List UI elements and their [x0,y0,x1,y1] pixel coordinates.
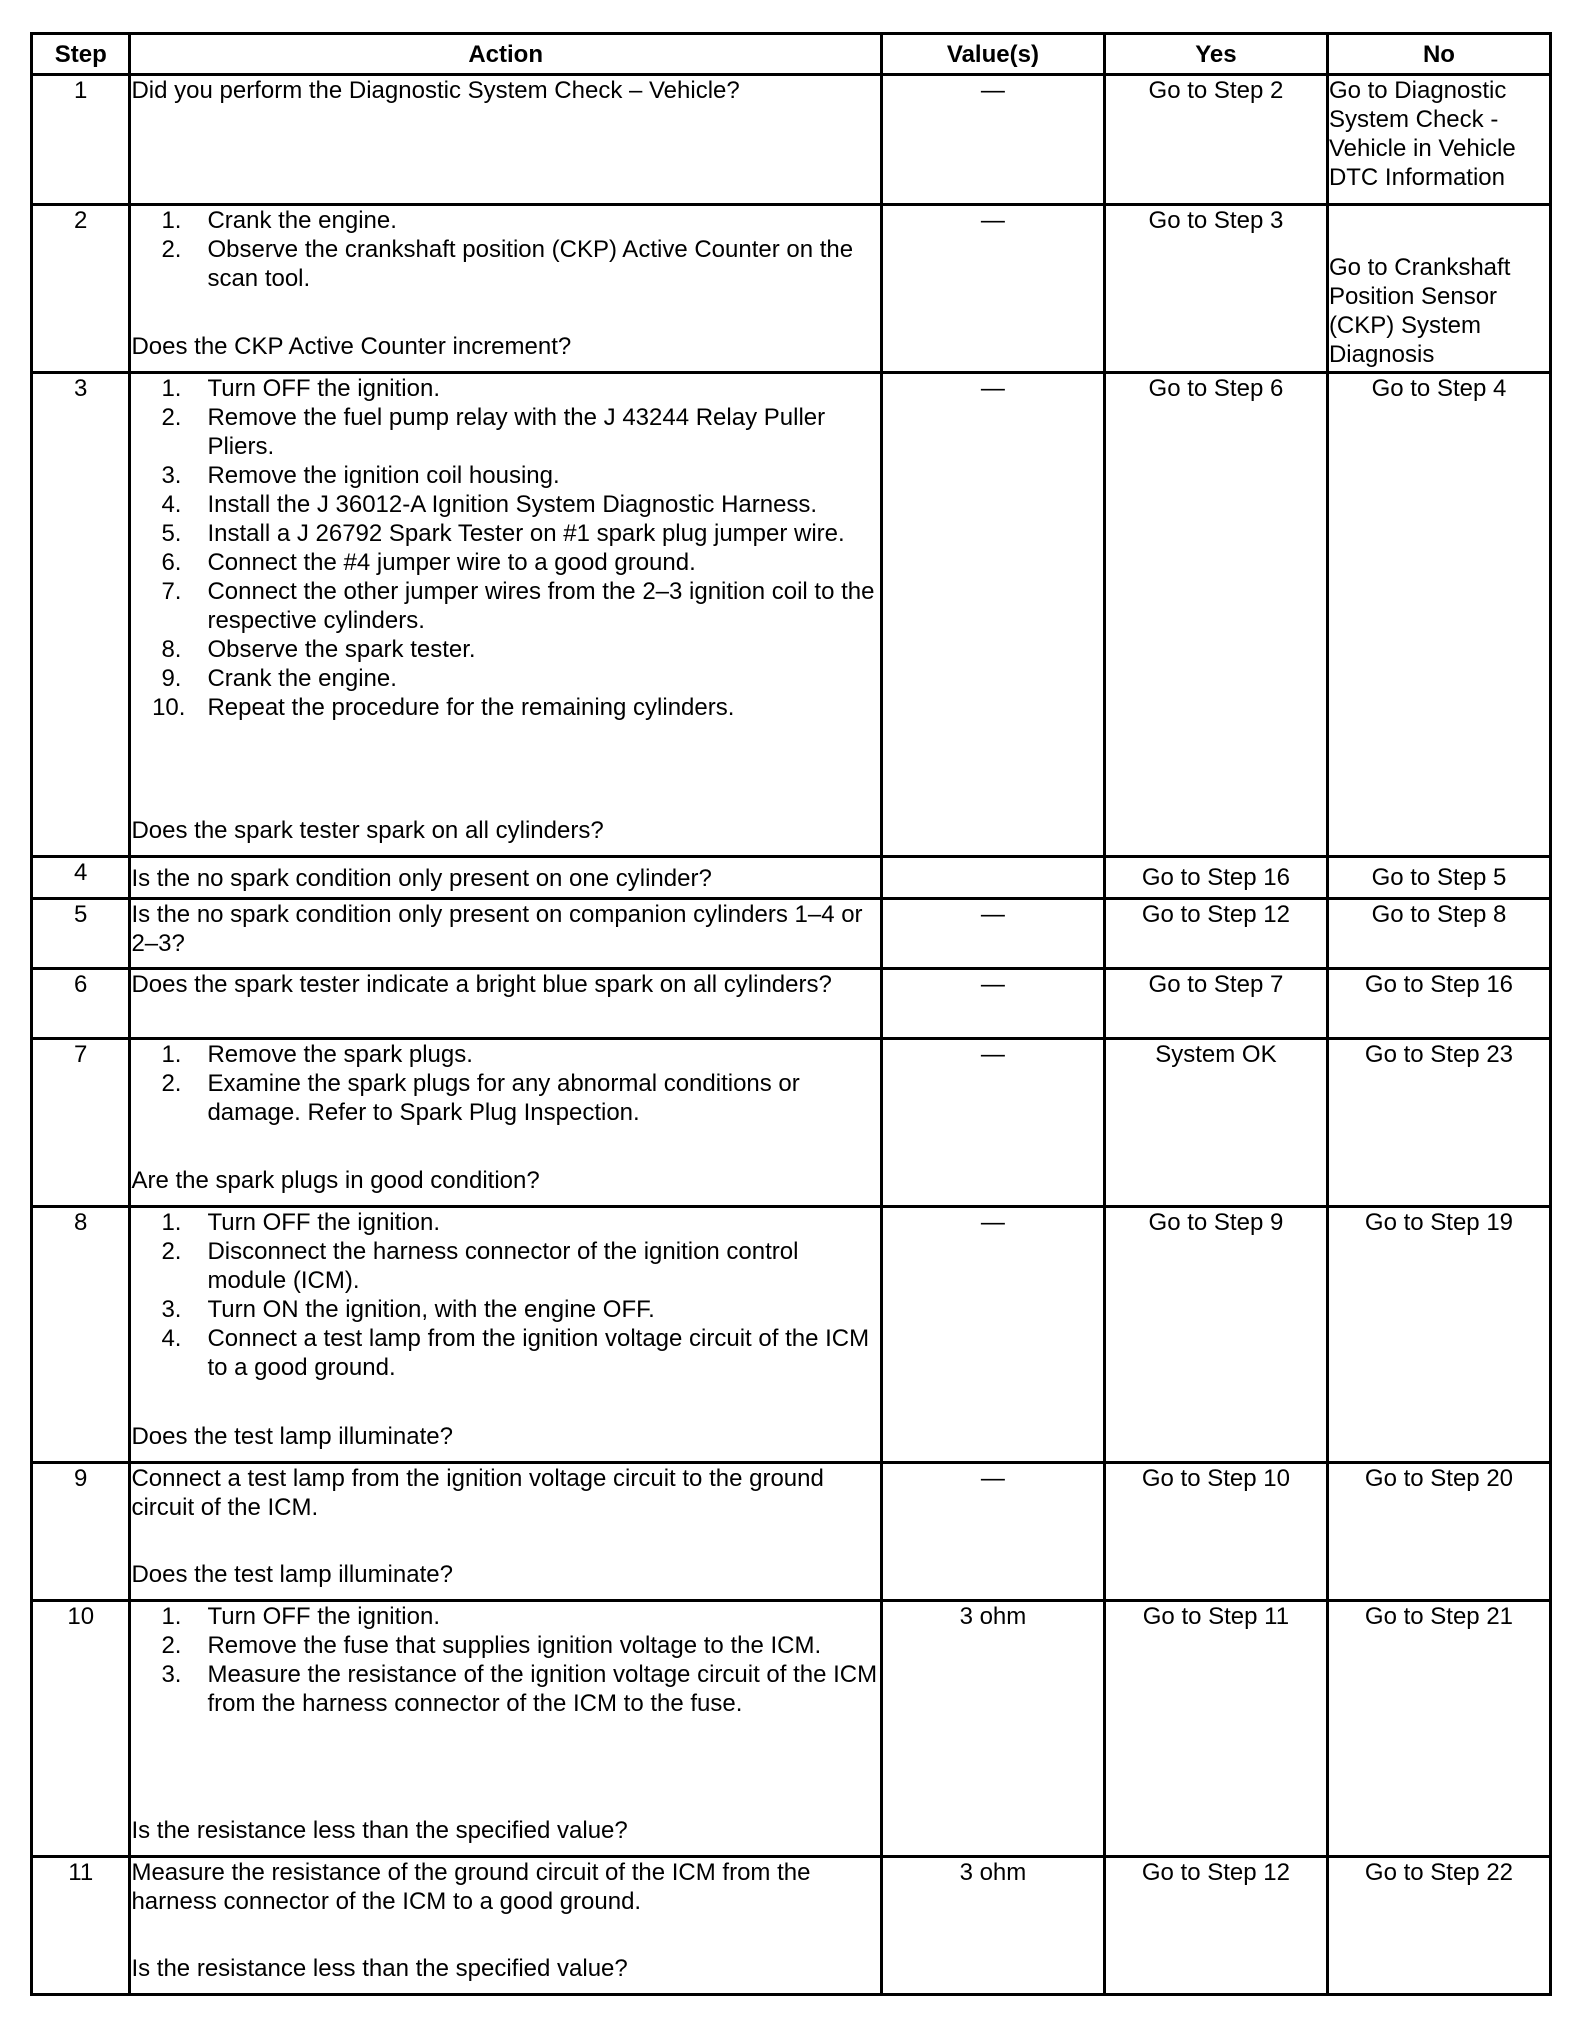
procedure-list [131,1208,879,1382]
value-cell: — [881,1463,1104,1601]
action-cell [130,969,881,1039]
yes-cell: System OK [1104,1039,1327,1207]
step-number: 4 [32,857,130,899]
action-cell [130,1207,881,1463]
action-text: Connect a test lamp from the ignition voltage circuit to the ground circuit of the ICM. [131,1465,824,1521]
list-item: 6. Connect the #4 jumper wire to a good ground. [161,549,696,576]
question-text: Does the spark tester spark on all cylinders? [131,817,604,844]
step-number: 2 [32,205,130,373]
list-item: 7. Connect the other jumper wires from the 2–3 ignition coil to the respective cylinders. [161,578,875,634]
step-number: 7 [32,1039,130,1207]
table-row [32,1601,1551,1857]
yes-cell: Go to Step 9 [1104,1207,1327,1463]
no-cell: Go to Step 23 [1327,1039,1550,1207]
table-row [32,75,1551,205]
step-number: 1 [32,75,130,205]
list-item: 2. Remove the fuse that supplies ignition voltage to the ICM. [161,1632,822,1659]
action-text: Measure the resistance of the ground circuit of the ICM from the harness connector of the ICM to a good ground. [131,1859,811,1915]
table-row [32,1857,1551,1995]
list-item: 1. Turn OFF the ignition. [161,1603,440,1630]
yes-cell: Go to Step 3 [1104,205,1327,373]
table-row [32,1207,1551,1463]
yes-cell: Go to Step 10 [1104,1463,1327,1601]
question-text: Does the test lamp illuminate? [131,1561,453,1588]
action-cell [130,1601,881,1857]
step-number: 8 [32,1207,130,1463]
action-cell [130,205,881,373]
value-cell: — [881,1207,1104,1463]
question-text: Does the CKP Active Counter increment? [131,333,572,360]
table-row [32,899,1551,969]
no-cell: Go to Step 21 [1327,1601,1550,1857]
yes-cell: Go to Step 7 [1104,969,1327,1039]
list-item: 1. Turn OFF the ignition. [161,1209,440,1236]
step-number: 9 [32,1463,130,1601]
no-cell: Go to Step 5 [1327,857,1550,899]
value-cell: 3 ohm [881,1857,1104,1995]
question-text: Is the resistance less than the specified value? [131,1817,628,1844]
yes-cell: Go to Step 2 [1104,75,1327,205]
action-cell [130,373,881,857]
header-row [32,34,1551,75]
no-cell: Go to Step 20 [1327,1463,1550,1601]
procedure-list [131,374,879,722]
action-cell [130,899,881,969]
no-cell: Go to Step 4 [1327,373,1550,857]
action-text: Does the spark tester indicate a bright blue spark on all cylinders? [131,971,832,998]
question-text: Is the resistance less than the specified value? [131,1955,628,1982]
no-cell: Go to Step 22 [1327,1857,1550,1995]
action-cell [130,857,881,899]
table-row [32,1039,1551,1207]
diagnostic-table [30,32,1552,1996]
yes-cell: Go to Step 11 [1104,1601,1327,1857]
action-cell [130,1463,881,1601]
step-number: 6 [32,969,130,1039]
list-item: 2. Observe the crankshaft position (CKP) Active Counter on the scan tool. [161,236,854,292]
action-cell [130,1857,881,1995]
no-cell: Go to Crankshaft Position Sensor (CKP) System Diagnosis [1327,205,1550,373]
value-cell: — [881,205,1104,373]
no-cell: Go to Step 19 [1327,1207,1550,1463]
list-item: 4. Connect a test lamp from the ignition voltage circuit of the ICM to a good ground. [161,1325,870,1381]
table-row [32,857,1551,899]
procedure-list [131,1602,879,1718]
table-row [32,205,1551,373]
list-item: 1. Remove the spark plugs. [161,1041,473,1068]
value-cell: — [881,1039,1104,1207]
header-yes: Yes [1104,34,1327,75]
yes-cell: Go to Step 6 [1104,373,1327,857]
value-cell: — [881,969,1104,1039]
question-text: Does the test lamp illuminate? [131,1423,453,1450]
table-row [32,373,1551,857]
action-text: Did you perform the Diagnostic System Check – Vehicle? [131,77,740,104]
step-number: 5 [32,899,130,969]
list-item: 9. Crank the engine. [161,665,397,692]
list-item: 1. Crank the engine. [161,207,397,234]
list-item: 8. Observe the spark tester. [161,636,476,663]
no-cell: Go to Step 16 [1327,969,1550,1039]
list-item: 2. Remove the fuel pump relay with the J 43244 Relay Puller Pliers. [161,404,826,460]
header-no: No [1327,34,1550,75]
action-text: Is the no spark condition only present on companion cylinders 1–4 or 2–3? [131,901,863,957]
step-number: 10 [32,1601,130,1857]
yes-cell: Go to Step 12 [1104,1857,1327,1995]
value-cell: 3 ohm [881,1601,1104,1857]
value-cell: — [881,899,1104,969]
value-cell: — [881,373,1104,857]
list-item: 3. Remove the ignition coil housing. [161,462,560,489]
list-item: 10. Repeat the procedure for the remaining cylinders. [152,694,735,721]
header-step: Step [32,34,130,75]
table-row [32,1463,1551,1601]
action-cell [130,1039,881,1207]
no-cell: Go to Diagnostic System Check - Vehicle in Vehicle DTC Information [1327,75,1550,205]
header-action: Action [130,34,881,75]
yes-cell: Go to Step 16 [1104,857,1327,899]
action-text: Is the no spark condition only present on one cylinder? [131,865,712,892]
list-item: 2. Disconnect the harness connector of the ignition control module (ICM). [161,1238,799,1294]
list-item: 3. Measure the resistance of the ignition voltage circuit of the ICM from the harness connector of the ICM to the fuse. [161,1661,878,1717]
yes-cell: Go to Step 12 [1104,899,1327,969]
table-row [32,969,1551,1039]
list-item: 4. Install the J 36012-A Ignition System Diagnostic Harness. [161,491,818,518]
list-item: 2. Examine the spark plugs for any abnormal conditions or damage. Refer to Spark Plug Inspection. [161,1070,800,1126]
step-number: 11 [32,1857,130,1995]
list-item: 3. Turn ON the ignition, with the engine OFF. [161,1296,655,1323]
list-item: 1. Turn OFF the ignition. [161,375,440,402]
question-text: Are the spark plugs in good condition? [131,1167,540,1194]
action-cell [130,75,881,205]
header-values: Value(s) [881,34,1104,75]
procedure-list [131,1040,879,1127]
list-item: 5. Install a J 26792 Spark Tester on #1 spark plug jumper wire. [161,520,845,547]
value-cell: — [881,75,1104,205]
value-cell [881,857,1104,899]
step-number: 3 [32,373,130,857]
no-cell: Go to Step 8 [1327,899,1550,969]
procedure-list [131,206,879,293]
